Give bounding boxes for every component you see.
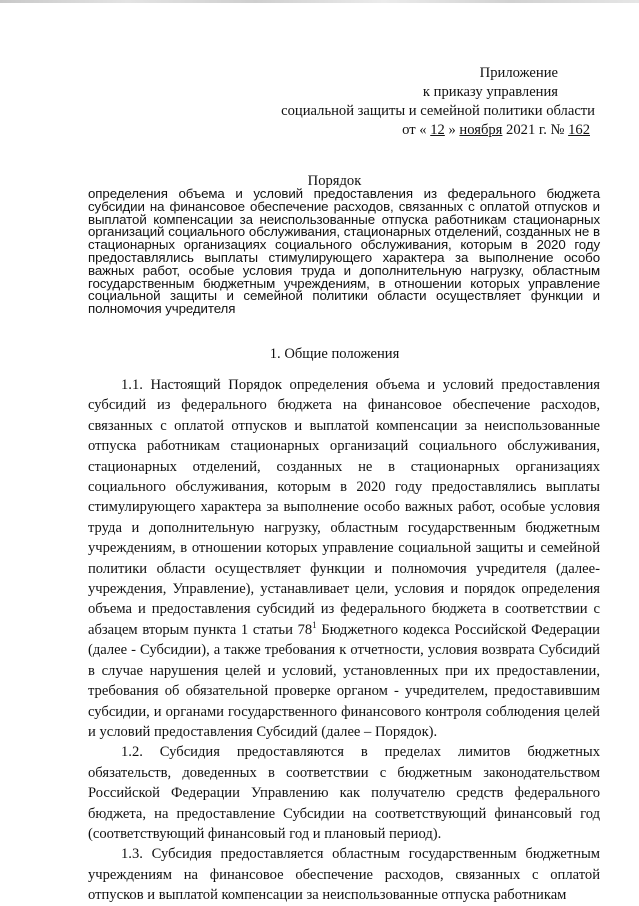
paragraph-1-2: 1.2. Субсидия предоставляются в пределах лимитов бюджетных обязательств, доведенных в соответствии с бюджетным законодательством Российской Федерации Управлению как получателю средств федерального бюджета, на предоставление Субсидии на соответствующий финансовый год (соответствующий финансовый год и плановый период). — [88, 744, 600, 842]
appendix-order-ref: к приказу управления — [422, 84, 558, 100]
appendix-date-number — [250, 121, 595, 140]
appendix-label: Приложение — [479, 65, 558, 81]
appendix-department: социальной защиты и семейной политики области — [281, 103, 595, 119]
paragraph-1-1-part2: Бюджетного кодекса Российской Федерации (далее - Субсидии), а также требования к отчетности, условия возврата Субсидий в случае нарушения целей и условий, установленных при их предоставлении, требования об обязательной проверке органом - учредителем, предоставившим субсидии, и органами государственного финансового контроля соблюдения целей и условий предоставления Субсидий (далее – Порядок). — [88, 621, 600, 740]
document-title: Порядок — [307, 173, 362, 189]
date-year: 2021 г. № — [502, 122, 569, 138]
document-subtitle: определения объема и условий предоставления из федерального бюджета субсидии на финансовое обеспечение расходов, связанных с оплатой отпусков и выплатой компенсации за неиспользованные отпуска работникам стационарных организаций социального обслуживания, стационарных отделений, созданных не в стационарных организациях социального обслуживания, которым в 2020 году предоставлялись выплаты стимулирующего характера за выполнение особо важных работ, особые условия труда и дополнительную нагрузку, областным государственным бюджетным учреждениям, в отношении которых управление социальной защиты и семейной политики области осуществляет функции и полномочия учредителя — [88, 186, 600, 317]
section-body — [88, 375, 600, 906]
date-day: 12 — [430, 122, 445, 138]
paragraph-1-1 — [88, 375, 600, 742]
paragraph-1-3: 1.3. Субсидия предоставляется областным государственным бюджетным учреждениям на финансовое обеспечение расходов, связанных с оплатой отпусков и выплатой компенсации за неиспользованные отпуска работникам — [88, 846, 600, 904]
superscript: 1 — [312, 620, 317, 631]
date-mid: » — [444, 122, 460, 138]
date-month: ноября — [459, 122, 503, 138]
appendix-header — [250, 64, 595, 140]
section-heading: 1. Общие положения — [269, 346, 400, 362]
order-number: 162 — [568, 122, 590, 138]
paragraph-1-1-part1: 1.1. Настоящий Порядок определения объема и условий предоставления субсидий из федерального бюджета на финансовое обеспечение расходов, связанных с оплатой отпусков и выплатой компенсации за неиспользованные отпуска работникам стационарных организаций социального обслуживания, стационарных отделений, созданных не в стационарных организациях социального обслуживания, которым в 2020 году предоставлялись выплаты стимулирующего характера за выполнение особо важных работ, особые условия труда и дополнительную нагрузку, областным государственным бюджетным учреждениям, в отношении которых управление социальной защиты и семейной политики области осуществляет функции и полномочия учредителя (далее-учреждения, Управление), устанавливает цели, условия и порядок определения объема и предоставления субсидий из федерального бюджета в соответствии с абзацем вторым пункта 1 статьи 78 — [88, 377, 600, 638]
date-prefix: от « — [402, 122, 431, 138]
